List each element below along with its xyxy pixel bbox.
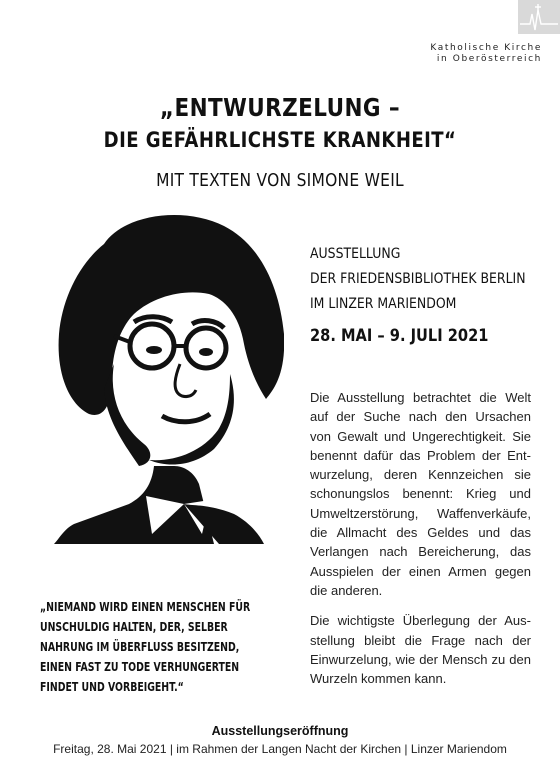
quote-line-4: EINEN FAST ZU TODE VERHUNGERTEN xyxy=(40,660,240,674)
quote-line-5: FINDET UND VORBEIGEHT.“ xyxy=(40,680,184,694)
exhibition-dates: 28. MAI – 9. JULI 2021 xyxy=(310,326,489,346)
opening-title: Ausstellungseröffnung xyxy=(211,724,349,738)
organization-line-2: in Oberösterreich xyxy=(436,54,542,64)
exhibition-line-1: AUSSTELLUNG xyxy=(310,246,401,262)
church-logo-icon xyxy=(518,0,560,34)
description-paragraph-2: Die wichtigste Überlegung der Ausstellung bleibt die Frage nach der Einwurzelung, wie der Mensch zu den Wurzeln kommen kann. xyxy=(310,613,531,687)
quote-line-2: UNSCHULDIG HALTEN, DER, SELBER xyxy=(40,620,228,634)
description-paragraph-1: Die Ausstellung betrachtet die Welt auf der Suche nach den Ursachen von Gewalt und Ungerechtigkeit. Sie benennt dafür das Problem der Entwurzelung, deren Kennzeichen sie schonungslos benennt: Krieg und Umweltzerstörung, Waffenverkäufe, die Allmacht des Geldes und das Verlangen nach Bereicherung, das Ausspielen der einen Armen gegen die anderen. xyxy=(310,390,531,598)
organization-name xyxy=(430,43,542,65)
simone-weil-portrait-icon xyxy=(34,204,284,544)
exhibition-line-2: DER FRIEDENSBIBLIOTHEK BERLIN xyxy=(310,271,526,287)
headline-line-2: DIE GEFÄHRLICHSTE KRANKHEIT“ xyxy=(103,128,457,152)
quote xyxy=(40,597,251,697)
quote-line-3: NAHRUNG IM ÜBERFLUSS BESITZEND, xyxy=(40,640,240,654)
description xyxy=(310,388,531,699)
headline-subtitle: MIT TEXTEN VON SIMONE WEIL xyxy=(156,170,404,191)
portrait xyxy=(34,204,284,549)
headline-line-1: „ENTWURZELUNG – xyxy=(159,93,401,122)
church-logo xyxy=(518,0,560,34)
exhibition-line-3: IM LINZER MARIENDOM xyxy=(310,296,457,312)
quote-line-1: „NIEMAND WIRD EINEN MENSCHEN FÜR xyxy=(40,600,251,614)
exhibition-info xyxy=(310,242,526,317)
opening-details: Freitag, 28. Mai 2021 | im Rahmen der Langen Nacht der Kirchen | Linzer Mariendom xyxy=(53,742,507,756)
organization-line-1: Katholische Kirche xyxy=(430,43,542,53)
